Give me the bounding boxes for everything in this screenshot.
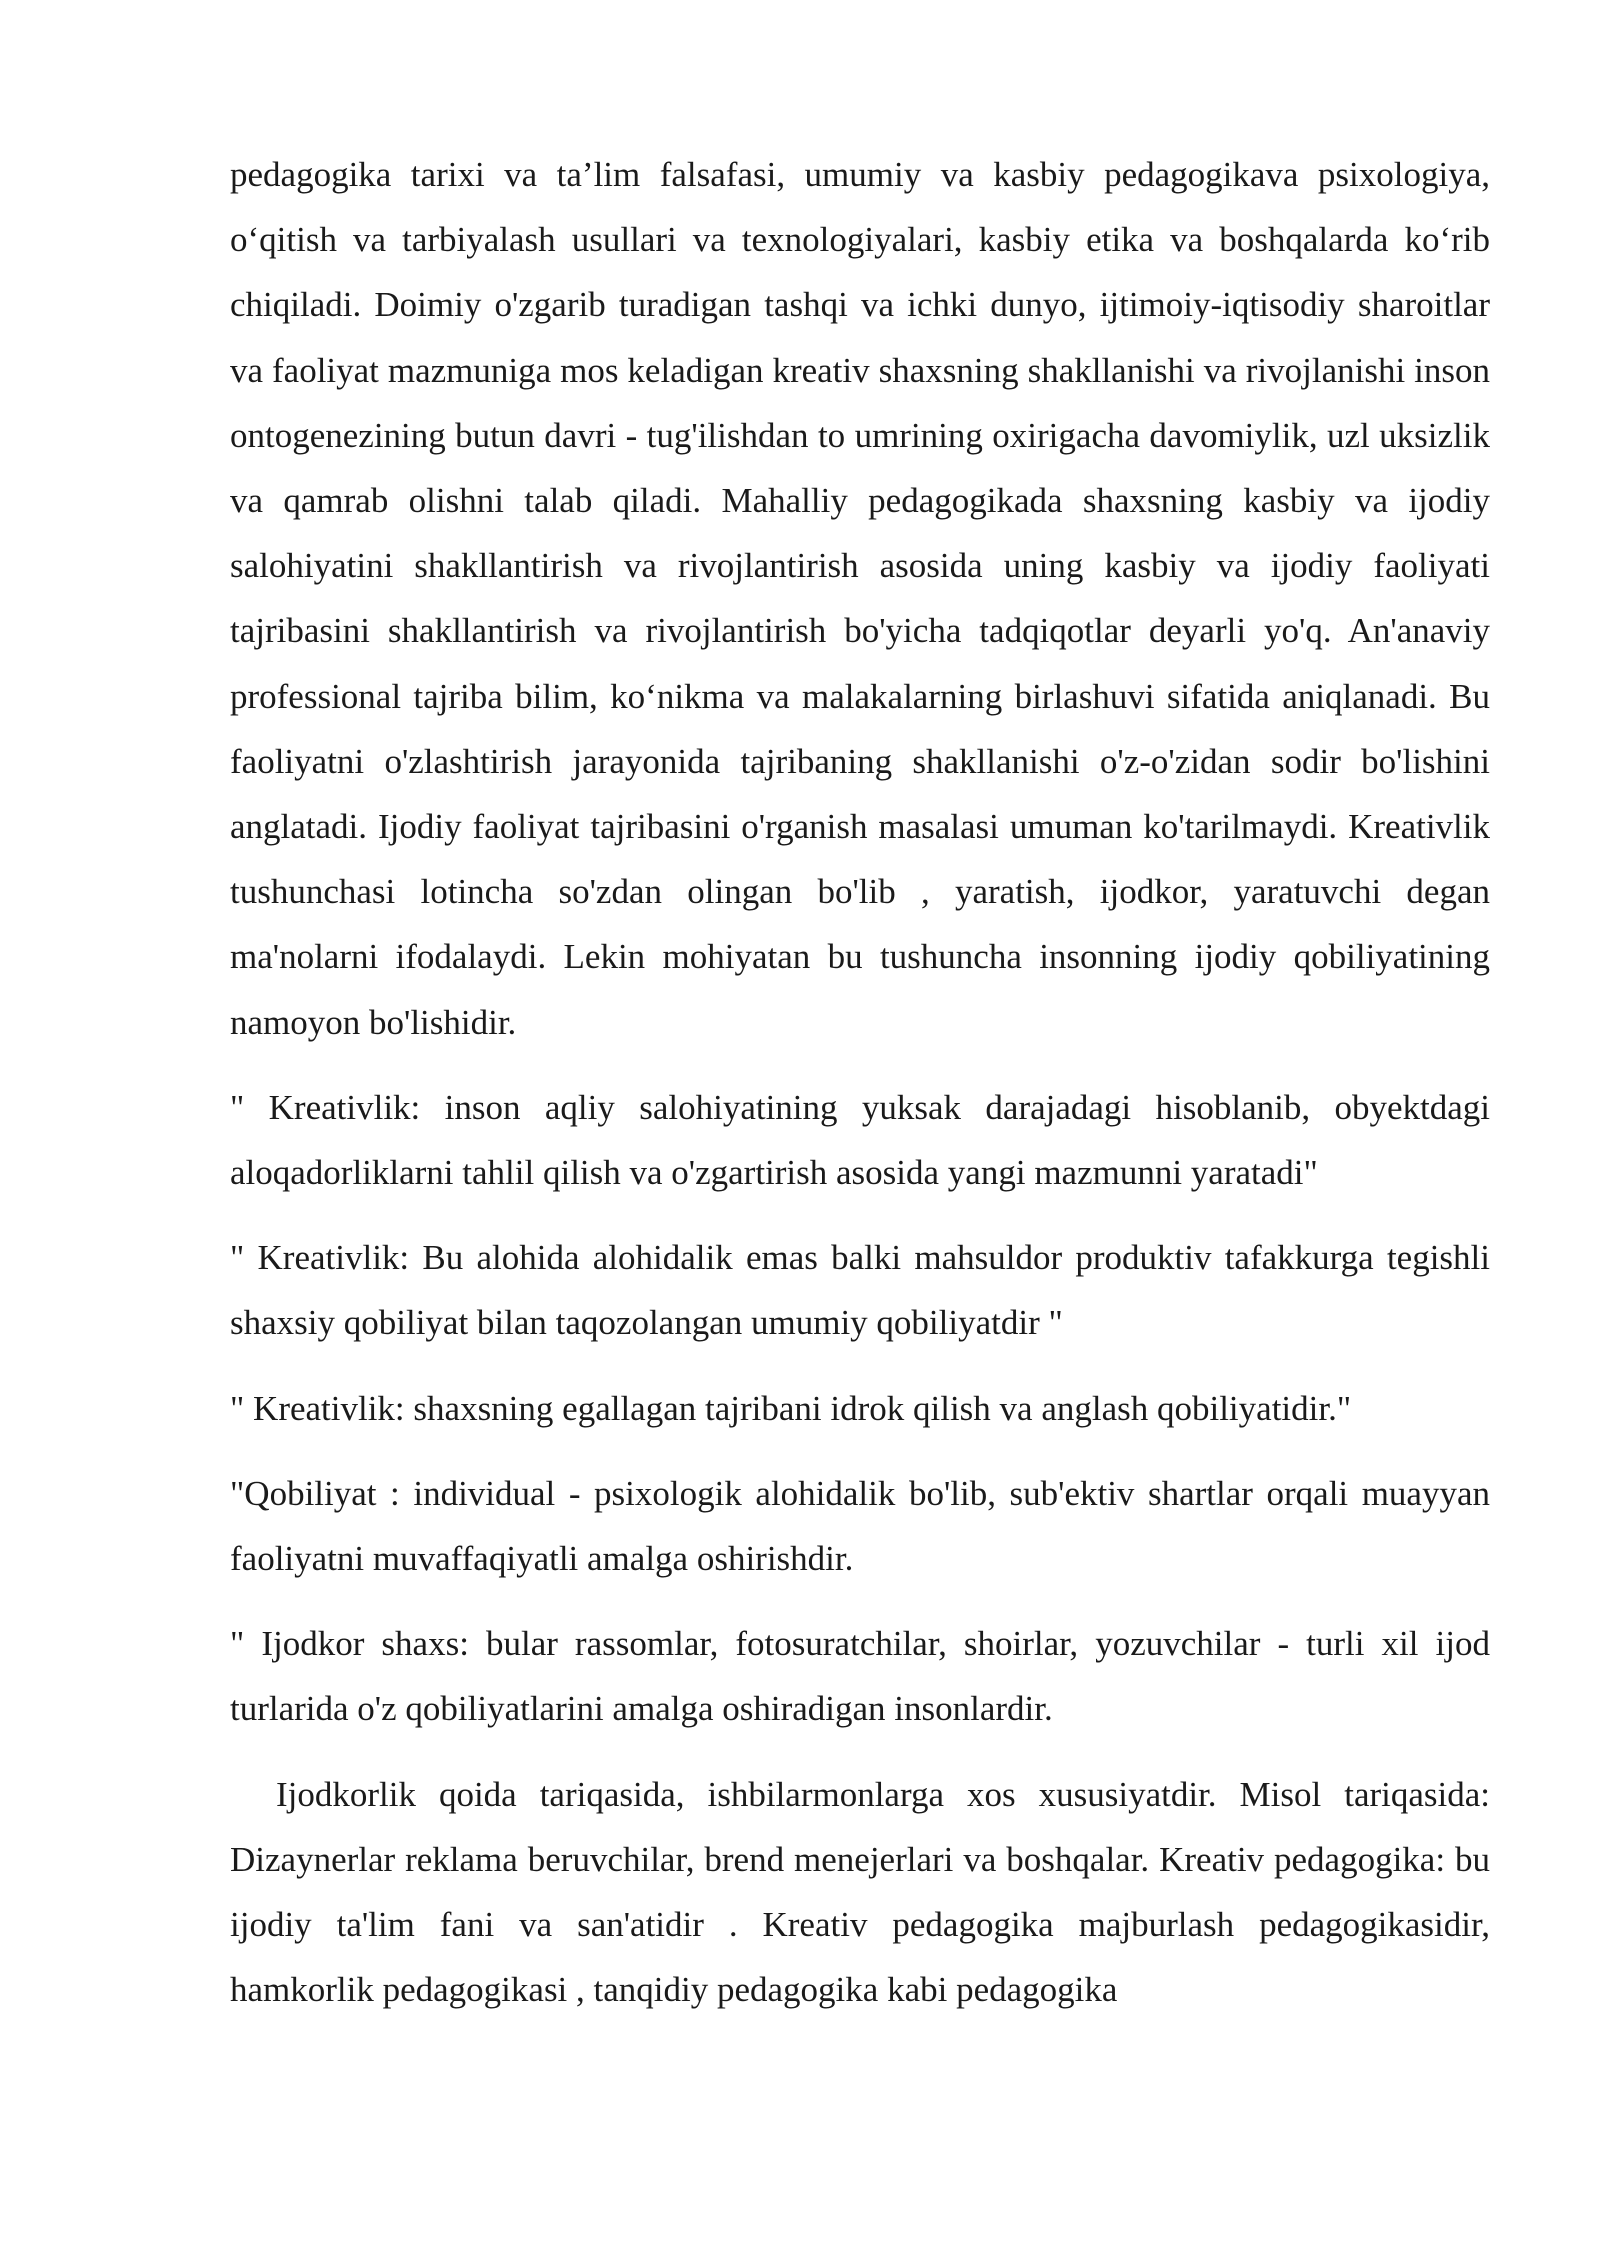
paragraph-intro: pedagogika tarixi va ta’lim falsafasi, umumiy va kasbiy pedagogikava psixologiya, o‘qitish va tarbiyalash usullari va texnologiyalari, kasbiy etika va boshqalarda ko‘rib chiqiladi. Doimiy o'zgarib turadigan tashqi va ichki dunyo, ijtimoiy-iqtisodiy sharoitlar va faoliyat mazmuniga mos keladigan kreativ shaxsning shakllanishi va rivojlanishi inson ontogenezining butun davri - tug'ilishdan to umrining oxirigacha davomiylik, uzl uksizlik va qamrab olishni talab qiladi. Mahalliy pedagogikada shaxsning kasbiy va ijodiy salohiyatini shakllantirish va rivojlantirish asosida uning kasbiy va ijodiy faoliyati tajribasini shakllantirish va rivojlantirish bo'yicha tadqiqotlar deyarli yo'q. An'anaviy professional tajriba bilim, ko‘nikma va malakalarning birlashuvi sifatida aniqlanadi. Bu faoliyatni o'zlashtirish jarayonida tajribaning shakllanishi o'z-o'zidan sodir bo'lishini anglatadi. Ijodiy faoliyat tajribasini o'rganish masalasi umuman ko'tarilmaydi. Kreativlik tushunchasi lotincha so'zdan olingan bo'lib , yaratish, ijodkor, yaratuvchi degan ma'nolarni ifodalaydi. Lekin mohiyatan bu tushuncha insonning ijodiy qobiliyatining namoyon bo'lishidir.	[230, 155, 1490, 1042]
paragraph-kreativlik-definition-3: " Kreativlik: shaxsning egallagan tajribani idrok qilish va anglash qobiliyatidir."	[230, 1388, 1352, 1428]
document-body	[230, 142, 1499, 2022]
paragraph-ijodkorlik: Ijodkorlik qoida tariqasida, ishbilarmonlarga xos xususiyatdir. Misol tariqasida: Dizaynerlar reklama beruvchilar, brend menejerlari va boshqalar. Kreativ pedagogika: bu ijodiy ta'lim fani va san'atidir . Kreativ pedagogika majburlash pedagogikasidir, hamkorlik pedagogikasi , tanqidiy pedagogika kabi pedagogika	[230, 1774, 1499, 2010]
paragraph-kreativlik-definition-2: " Kreativlik: Bu alohida alohidalik emas balki mahsuldor produktiv tafakkurga tegishli shaxsiy qobiliyat bilan taqozolangan umumiy qobiliyatdir "	[230, 1238, 1490, 1343]
paragraph-qobiliyat-definition: "Qobiliyat : individual - psixologik alohidalik bo'lib, sub'ektiv shartlar orqali muayyan faoliyatni muvaffaqiyatli amalga oshirishdir.	[230, 1473, 1490, 1579]
paragraph-ijodkor-shaxs: " Ijodkor shaxs: bular rassomlar, fotosuratchilar, shoirlar, yozuvchilar - turli xil ijod turlarida o'z qobiliyatlarini amalga oshiradigan insonlardir.	[230, 1624, 1490, 1729]
paragraph-kreativlik-definition-1: " Kreativlik: inson aqliy salohiyatining yuksak darajadagi hisoblanib, obyektdagi aloqadorliklarni tahlil qilish va o'zgartirish asosida yangi mazmunni yaratadi"	[230, 1087, 1490, 1193]
